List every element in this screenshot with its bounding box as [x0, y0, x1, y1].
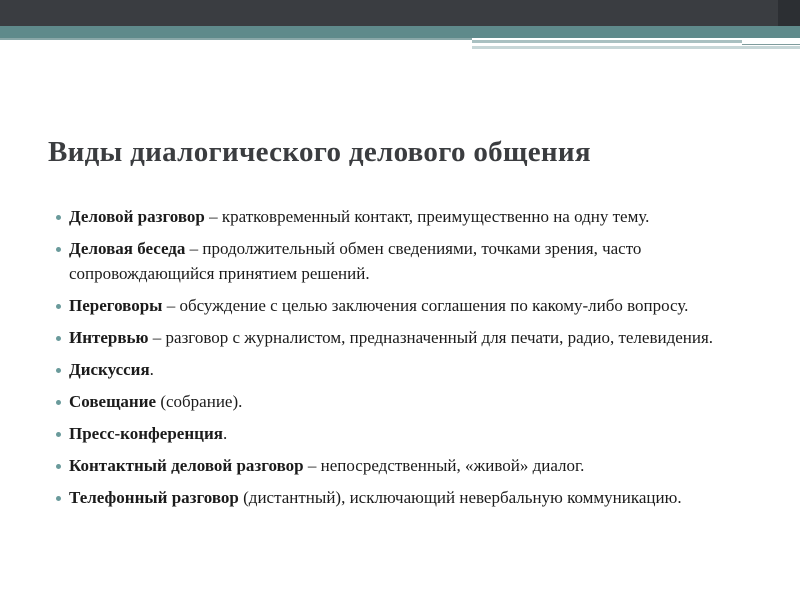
bullet-description: – разговор с журналистом, предназначенный для печати, радио, телевидения. [148, 328, 714, 347]
bullet-description: – продолжительный обмен сведениями, точками зрения, часто сопровождающийся принятием решений. [69, 239, 642, 283]
bullet-description: . [222, 424, 228, 443]
bullet-item-business-talk [56, 204, 756, 229]
header-accent-line [0, 38, 472, 40]
header-dark-band-end [778, 0, 800, 26]
bullet-description: . [149, 360, 154, 379]
bullet-term: Пресс-конференция [69, 424, 223, 443]
bullet-description: – обсуждение с целью заключения соглашения по какому-либо вопросу. [162, 296, 689, 315]
dot-bullet-icon [56, 464, 61, 469]
header-accent-line [472, 40, 742, 43]
slide-title: Виды диалогического делового общения [48, 136, 591, 168]
dot-bullet-icon [56, 368, 61, 373]
bullet-term: Переговоры [69, 296, 163, 315]
bullet-item-negotiations [56, 293, 756, 318]
bullet-list [56, 204, 756, 517]
dot-bullet-icon [56, 215, 61, 220]
bullet-description: – кратковременный контакт, преимущественно на одну тему. [204, 207, 650, 226]
header-teal-band [0, 26, 800, 38]
bullet-description: (дистантный), исключающий невербальную коммуникацию. [238, 488, 682, 507]
bullet-description: – непосредственный, «живой» диалог. [303, 456, 585, 475]
bullet-item-phone-talk [56, 485, 756, 510]
bullet-term: Деловая беседа [69, 239, 186, 258]
slide-header-decoration [0, 0, 800, 56]
header-accent-line [742, 44, 800, 45]
bullet-term: Телефонный разговор [69, 488, 239, 507]
dot-bullet-icon [56, 400, 61, 405]
bullet-item-press-conference [56, 421, 756, 446]
bullet-item-interview [56, 325, 756, 350]
dot-bullet-icon [56, 304, 61, 309]
bullet-term: Совещание [69, 392, 157, 411]
dot-bullet-icon [56, 432, 61, 437]
dot-bullet-icon [56, 496, 61, 501]
bullet-term: Деловой разговор [69, 207, 205, 226]
bullet-item-discussion [56, 357, 756, 382]
bullet-item-meeting [56, 389, 756, 414]
bullet-term: Интервью [69, 328, 149, 347]
bullet-description: (собрание). [156, 392, 243, 411]
dot-bullet-icon [56, 336, 61, 341]
bullet-item-business-conversation [56, 236, 756, 286]
header-accent-line [472, 46, 800, 49]
header-dark-band [0, 0, 778, 26]
dot-bullet-icon [56, 247, 61, 252]
bullet-item-contact-talk [56, 453, 756, 478]
bullet-term: Контактный деловой разговор [69, 456, 304, 475]
bullet-term: Дискуссия [69, 360, 150, 379]
